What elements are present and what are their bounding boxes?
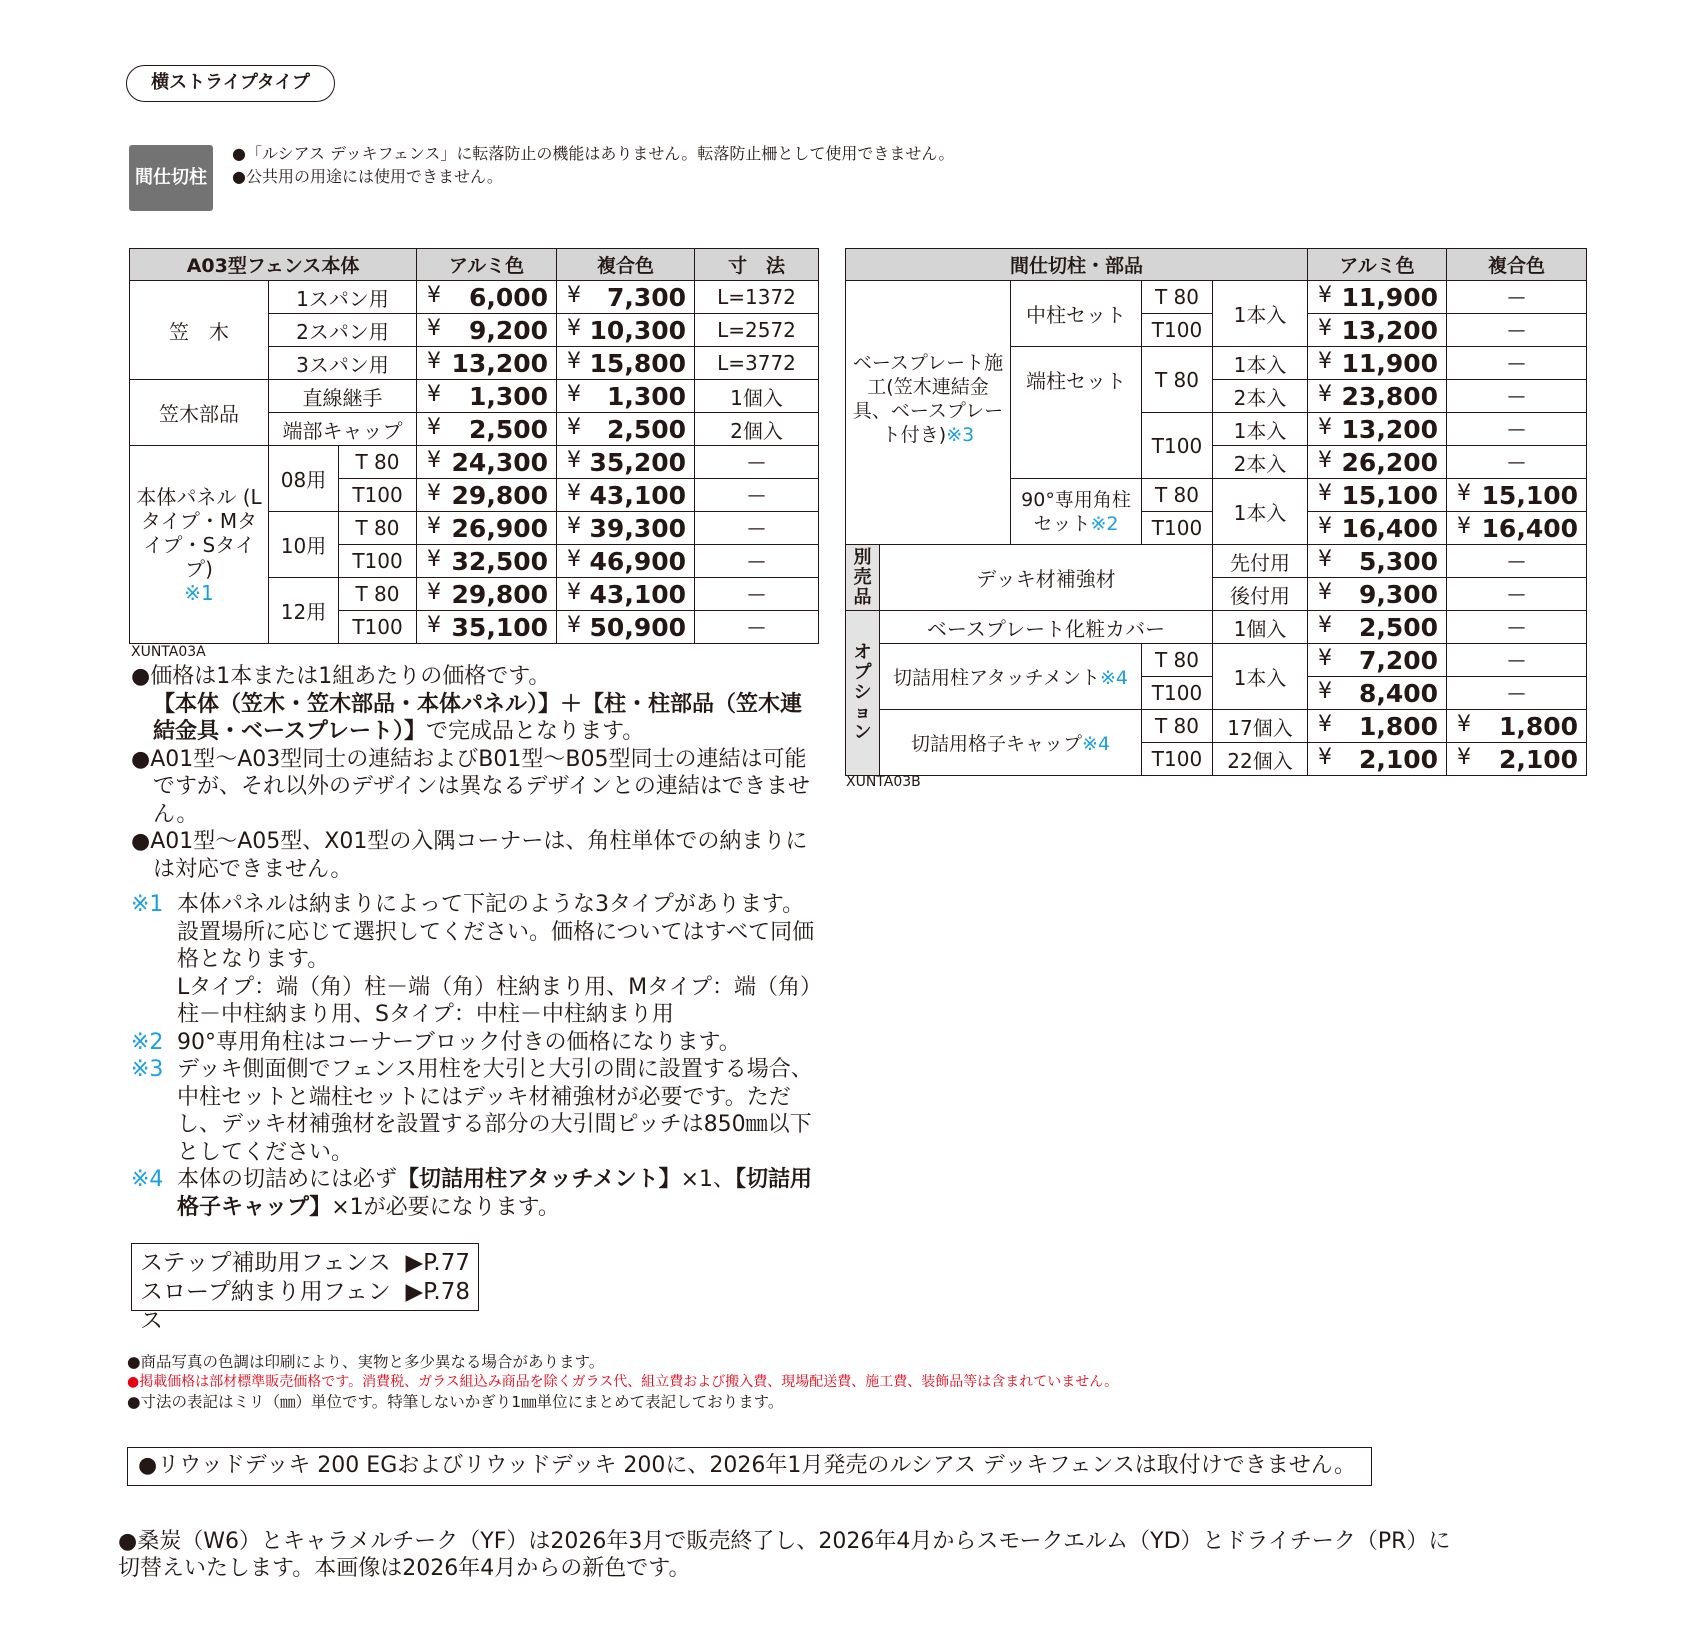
- price-fukugou: —: [1447, 611, 1587, 644]
- size: 1個入: [695, 380, 819, 413]
- thickness: T 80: [1142, 347, 1213, 413]
- price-alumi: ¥ 29,800: [417, 479, 557, 512]
- table-row: [846, 545, 1587, 578]
- thickness: T100: [339, 545, 417, 578]
- table-row: [130, 281, 819, 314]
- price-alumi: ¥ 5,300: [1308, 545, 1447, 578]
- price-alumi: ¥ 13,200: [1308, 413, 1447, 446]
- naka-label: 中柱セット: [1011, 281, 1142, 347]
- header-fukugou: 複合色: [1447, 249, 1587, 281]
- qty: 1本入: [1213, 281, 1308, 347]
- price-alumi: ¥ 29,800: [417, 578, 557, 611]
- table-row: [846, 644, 1587, 677]
- price-fukugou: —: [1447, 578, 1587, 611]
- item-name: ベースプレート化粧カバー: [880, 611, 1213, 644]
- table-row: [846, 281, 1587, 314]
- price-alumi: ¥ 2,100: [1308, 743, 1447, 776]
- thickness: T100: [1142, 743, 1213, 776]
- price-alumi: ¥ 2,500: [417, 413, 557, 446]
- price-alumi: ¥ 1,300: [417, 380, 557, 413]
- price-fukugou: ¥ 1,300: [557, 380, 695, 413]
- price-alumi: ¥ 9,300: [1308, 578, 1447, 611]
- notes: [131, 663, 821, 1221]
- table-code: XUNTA03A: [131, 644, 206, 660]
- price-alumi: ¥ 26,200: [1308, 446, 1447, 479]
- footnote-2: ※2 90°専用角柱はコーナーブロック付きの価格になります。: [131, 1029, 741, 1055]
- qty: 1個入: [1213, 611, 1308, 644]
- thickness: T100: [1142, 512, 1213, 545]
- option-label: オプション: [846, 611, 880, 776]
- qty: 1本入: [1213, 413, 1308, 446]
- disclaimer-price: ●掲載価格は部材標準販売価格です。消費税、ガラス組込み商品を除くガラス代、組立費および搬入費、現場配送費、施工費、装飾品等は含まれていません。: [127, 1374, 1119, 1390]
- price-alumi: ¥ 2,500: [1308, 611, 1447, 644]
- price-alumi: ¥ 24,300: [417, 446, 557, 479]
- row-name: 3スパン用: [269, 347, 417, 380]
- footnote-1: ※1 本体パネルは納まりによって下記のような3タイプがあります。設置場所に応じて選択してください。価格についてはすべて同価格となります。 Lタイプ：端（角）柱－端（角）柱納まり用、Mタイプ：端（角）柱－中柱納まり用、Sタイプ：中柱－中柱納まり用: [131, 892, 815, 1027]
- kasagi-label: 笠 木: [130, 281, 269, 380]
- price-fukugou: ¥ 43,100: [557, 479, 695, 512]
- thickness: T 80: [1142, 281, 1213, 314]
- fence-body-price-table: [129, 248, 819, 644]
- price-alumi: ¥ 26,900: [417, 512, 557, 545]
- price-alumi: ¥ 23,800: [1308, 380, 1447, 413]
- group-name: 08用: [269, 446, 339, 512]
- top-note: ●「ルシアス デッキフェンス」に転落防止の機能はありません。転落防止柵として使用できません。: [232, 144, 955, 163]
- related-pages-box: [131, 1243, 479, 1334]
- price-fukugou: ¥ 7,300: [557, 281, 695, 314]
- row-name: 2スパン用: [269, 314, 417, 347]
- hashi-label: 端柱セット: [1011, 347, 1142, 479]
- note: ●A01型～A03型同士の連結およびB01型～B05型同士の連結は可能ですが、それ以外のデザインは異なるデザインとの連結はできません。: [131, 746, 810, 827]
- size: 2個入: [695, 413, 819, 446]
- price-fukugou: ¥ 39,300: [557, 512, 695, 545]
- badge-label: 間仕切柱: [129, 145, 213, 211]
- note: ●A01型～A05型、X01型の入隅コーナーは、角柱単体での納まりには対応できません。: [131, 829, 808, 882]
- size: —: [695, 545, 819, 578]
- size: L=3772: [695, 347, 819, 380]
- post-parts-price-table: [845, 248, 1587, 776]
- compatibility-notice: ●リウッドデッキ 200 EGおよびリウッドデッキ 200に、2026年1月発売のルシアス デッキフェンスは取付けできません。: [127, 1447, 1372, 1486]
- thickness: T 80: [1142, 710, 1213, 743]
- qty: 1本入: [1213, 347, 1308, 380]
- price-fukugou: —: [1447, 413, 1587, 446]
- table-row: [130, 380, 819, 413]
- price-fukugou: ¥ 15,100: [1447, 479, 1587, 512]
- thickness: T100: [1142, 314, 1213, 347]
- row-name: 端部キャップ: [269, 413, 417, 446]
- thickness: T100: [339, 479, 417, 512]
- price-alumi: ¥ 9,200: [417, 314, 557, 347]
- price-fukugou: ¥ 50,900: [557, 611, 695, 644]
- price-fukugou: ¥ 15,800: [557, 347, 695, 380]
- price-fukugou: ¥ 43,100: [557, 578, 695, 611]
- header-alumi: アルミ色: [1308, 249, 1447, 281]
- price-alumi: ¥ 16,400: [1308, 512, 1447, 545]
- price-fukugou: —: [1447, 314, 1587, 347]
- footnote-3: ※3 デッキ側面側でフェンス用柱を大引と大引の間に設置する場合、中柱セットと端柱セットにはデッキ材補強材が必要です。ただし、デッキ材補強材を設置する部分の大引間ピッチは850㎜以下としてください。: [131, 1057, 813, 1165]
- thickness: T 80: [339, 446, 417, 479]
- table-header: [846, 249, 1587, 281]
- group-name: 12用: [269, 578, 339, 644]
- base-plate-label: ベースプレート施 工(笠木連結金具、ベースプレート付き)※3: [846, 281, 1011, 545]
- thickness: T 80: [1142, 479, 1213, 512]
- top-note: ●公共用の用途には使用できません。: [232, 167, 503, 186]
- size: —: [695, 479, 819, 512]
- item-name: 切詰用格子キャップ※4: [880, 710, 1142, 776]
- betsubai-label: 別売品: [846, 545, 880, 611]
- price-fukugou: ¥ 2,500: [557, 413, 695, 446]
- price-alumi: ¥ 32,500: [417, 545, 557, 578]
- thickness: T 80: [339, 512, 417, 545]
- size: L=2572: [695, 314, 819, 347]
- item-name: デッキ材補強材: [880, 545, 1213, 611]
- size: L=1372: [695, 281, 819, 314]
- related-link[interactable]: ステップ補助用フェンス ▶P.77: [140, 1250, 470, 1276]
- price-fukugou: —: [1447, 347, 1587, 380]
- table-row: [846, 611, 1587, 644]
- price-fukugou: —: [1447, 677, 1587, 710]
- price-fukugou: —: [1447, 281, 1587, 314]
- qty: 1本入: [1213, 479, 1308, 545]
- table-row: [846, 710, 1587, 743]
- price-fukugou: ¥ 1,800: [1447, 710, 1587, 743]
- header-title: A03型フェンス本体: [130, 249, 417, 281]
- qty: 先付用: [1213, 545, 1308, 578]
- price-alumi: ¥ 6,000: [417, 281, 557, 314]
- thickness: T100: [339, 611, 417, 644]
- price-fukugou: ¥ 46,900: [557, 545, 695, 578]
- qty: 22個入: [1213, 743, 1308, 776]
- qty: 後付用: [1213, 578, 1308, 611]
- price-fukugou: ¥ 16,400: [1447, 512, 1587, 545]
- price-alumi: ¥ 7,200: [1308, 644, 1447, 677]
- price-fukugou: —: [1447, 545, 1587, 578]
- price-alumi: ¥ 13,200: [1308, 314, 1447, 347]
- qty: 17個入: [1213, 710, 1308, 743]
- color-change-note: ●桑炭（W6）とキャラメルチーク（YF）は2026年3月で販売終了し、2026年4月からスモークエルム（YD）とドライチーク（PR）に切替えいたします。本画像は2026年4月からの新色です。: [118, 1529, 1451, 1581]
- header-size: 寸 法: [695, 249, 819, 281]
- price-fukugou: ¥ 10,300: [557, 314, 695, 347]
- size: —: [695, 578, 819, 611]
- table-header: [130, 249, 819, 281]
- thickness: T100: [1142, 413, 1213, 479]
- thickness: T 80: [339, 578, 417, 611]
- table-row: [130, 446, 819, 479]
- disclaimer: ●商品写真の色調は印刷により、実物と多少異なる場合があります。: [127, 1353, 605, 1371]
- size: —: [695, 446, 819, 479]
- price-alumi: ¥ 11,900: [1308, 347, 1447, 380]
- price-alumi: ¥ 11,900: [1308, 281, 1447, 314]
- price-alumi: ¥ 8,400: [1308, 677, 1447, 710]
- price-fukugou: —: [1447, 380, 1587, 413]
- qty: 2本入: [1213, 380, 1308, 413]
- note: ●価格は1本または1組あたりの価格です。 【本体（笠木・笠木部品・本体パネル）】＋【柱・柱部品（笠木連結金具・ベースプレート）】で完成品となります。: [131, 664, 803, 744]
- footnote-4: ※4 本体の切詰めには必ず【切詰用柱アタッチメント】×1、【切詰用格子キャップ】×1が必要になります。: [131, 1167, 813, 1220]
- price-alumi: ¥ 13,200: [417, 347, 557, 380]
- header-title: 間仕切柱・部品: [846, 249, 1308, 281]
- header-fukugou: 複合色: [557, 249, 695, 281]
- thickness: T100: [1142, 677, 1213, 710]
- qty: 2本入: [1213, 446, 1308, 479]
- price-fukugou: —: [1447, 644, 1587, 677]
- disclaimer: ●寸法の表記はミリ（㎜）単位です。特筆しないかぎり1㎜単位にまとめて表記しております。: [127, 1393, 784, 1411]
- qty: 1本入: [1213, 644, 1308, 710]
- item-name: 切詰用柱アタッチメント※4: [880, 644, 1142, 710]
- header-alumi: アルミ色: [417, 249, 557, 281]
- thickness: T 80: [1142, 644, 1213, 677]
- price-alumi: ¥ 1,800: [1308, 710, 1447, 743]
- size: —: [695, 611, 819, 644]
- price-fukugou: ¥ 35,200: [557, 446, 695, 479]
- table-code: XUNTA03B: [846, 774, 921, 790]
- price-alumi: ¥ 15,100: [1308, 479, 1447, 512]
- group-name: 10用: [269, 512, 339, 578]
- price-alumi: ¥ 35,100: [417, 611, 557, 644]
- related-link[interactable]: スロープ納まり用フェンス ▶P.78: [140, 1279, 470, 1334]
- price-fukugou: —: [1447, 446, 1587, 479]
- row-name: 1スパン用: [269, 281, 417, 314]
- price-fukugou: ¥ 2,100: [1447, 743, 1587, 776]
- top-notes: [232, 142, 954, 188]
- section-label: 横ストライプタイプ: [126, 65, 335, 102]
- disclaimers: [127, 1352, 1118, 1412]
- size: —: [695, 512, 819, 545]
- panel-label: 本体パネル (Lタイプ・Mタイプ・Sタイプ) ※1: [130, 446, 269, 644]
- parts-label: 笠木部品: [130, 380, 269, 446]
- kaku-label: 90°専用角柱セット※2: [1011, 479, 1142, 545]
- row-name: 直線継手: [269, 380, 417, 413]
